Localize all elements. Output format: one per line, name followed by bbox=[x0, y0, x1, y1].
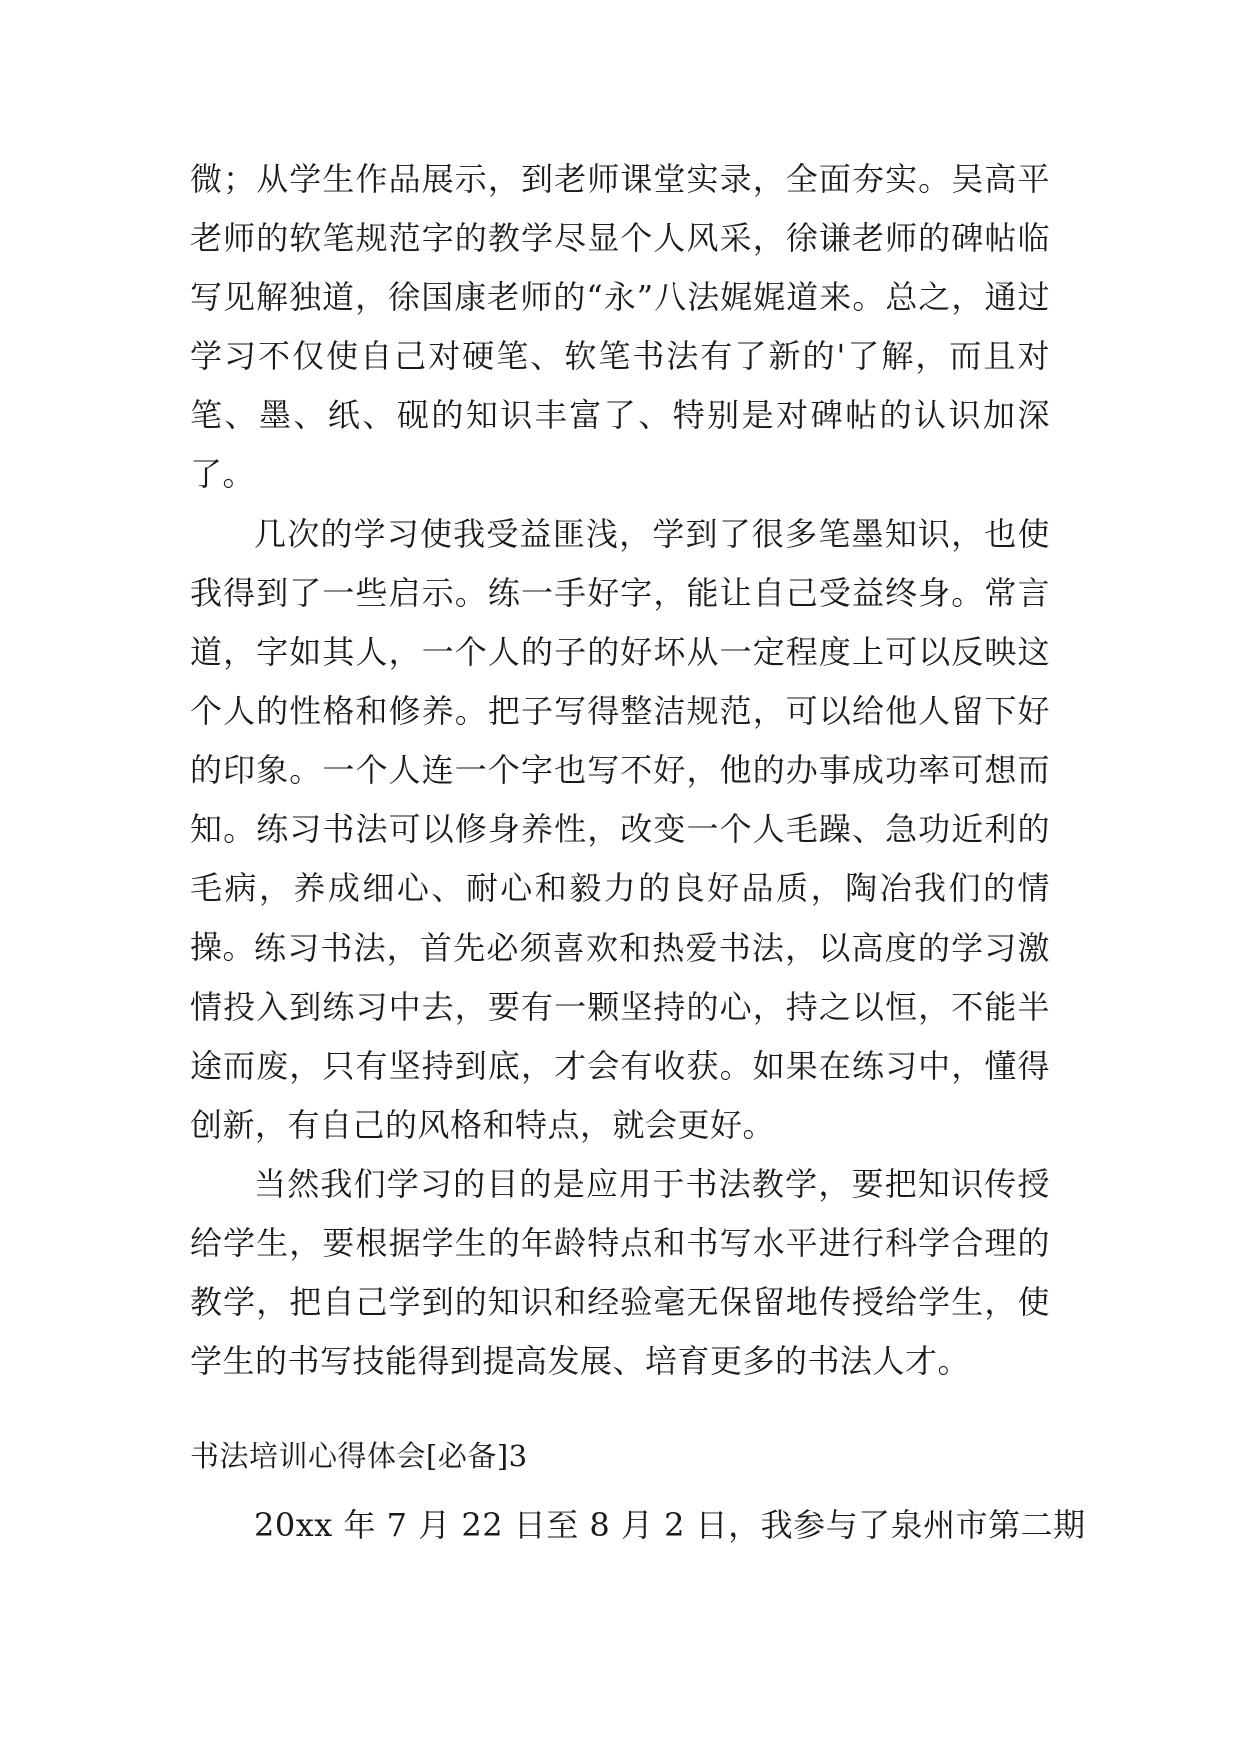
section-title: 书法培训心得体会[必备]3 bbox=[190, 1439, 528, 1473]
body-text-4 bbox=[190, 1155, 1050, 1391]
body-text-2 bbox=[190, 505, 1050, 977]
paragraph-practice: 练习书法，首先必须喜欢和热爱书法，以高度的学习激情投入到练习中去，要有一颗坚持的心，持之以恒，不能半途而废，只有坚持到底，才会有收获。如果在练习中，懂得创新，有自己的风格和特点，就会更好。 bbox=[190, 929, 1050, 1144]
paragraph-teaching: 当然我们学习的目的是应用于书法教学，要把知识传授给学生，要根据学生的年龄特点和书写水平进行科学合理的教学，把自己学到的知识和经验毫无保留地传授给学生，使学生的书写技能得到提高发展、培育更多的书法人才。 bbox=[190, 1165, 1050, 1380]
paragraph-continued: 微；从学生作品展示，到老师课堂实录，全面夯实。吴高平老师的软笔规范字的教学尽显个人风采，徐谦老师的碑帖临写见解独道，徐国康老师的“永”八法娓娓道来。总之，通过学习不仅使自己对硬笔、软笔书法有了新的'了解，而且对笔、墨、纸、砚的知识丰富了、特别是对碑帖的认识加深了。 bbox=[190, 160, 1050, 493]
paragraph-benefits: 几次的学习使我受益匪浅，学到了很多笔墨知识，也使我得到了一些启示。练一手好字，能让自己受益终身。常言道，字如其人，一个人的子的好坏从一定程度上可以反映这个人的性格和修养。把子写得整洁规范，可以给他人留下好的印象。一个人连一个字也写不好，他的办事成功率可想而知。练习书法可以修身养性，改变一个人毛躁、急功近利的毛病，养成细心、耐心和毅力的良好品质，陶冶我们的情操。 bbox=[190, 515, 1050, 966]
body-text bbox=[190, 150, 1050, 504]
paragraph-intro: 20xx 年 7 月 22 日至 8 月 2 日，我参与了泉州市第二期 bbox=[254, 1506, 1086, 1544]
body-text-3 bbox=[190, 919, 1050, 1155]
